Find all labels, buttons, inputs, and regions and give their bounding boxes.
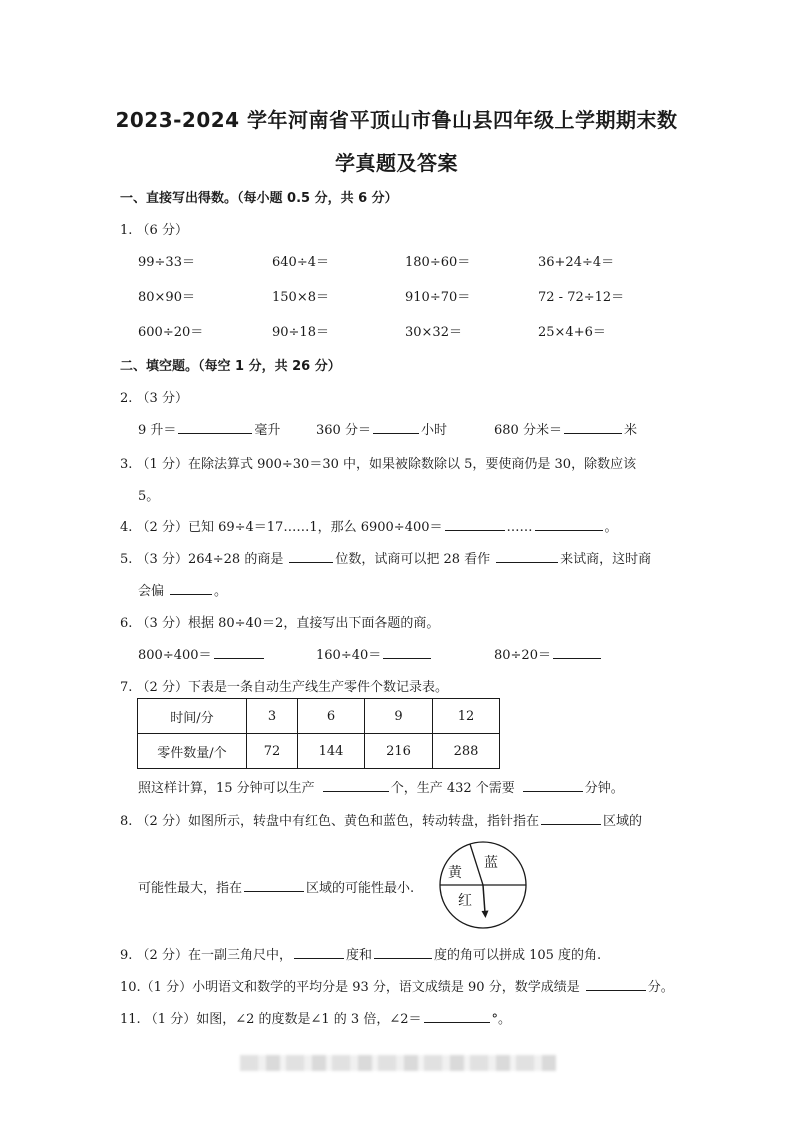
calc-1-4: 36+24÷4＝	[538, 255, 615, 270]
table-cell: 12	[433, 699, 500, 734]
answer-blank[interactable]	[496, 549, 558, 563]
answer-blank[interactable]	[541, 811, 601, 825]
calc-2-4: 72 - 72÷12＝	[538, 290, 625, 305]
q7-after: 照这样计算，15 分钟可以生产 个，生产 432 个需要 分钟。	[138, 777, 624, 796]
table-cell: 288	[433, 734, 500, 769]
calc-2-2: 150×8＝	[272, 290, 329, 305]
calc-1-2: 640÷4＝	[272, 255, 329, 270]
q9: 9. （2 分）在一副三角尺中， 度和 度的角可以拼成 105 度的角.	[120, 944, 601, 963]
q2-b: 360 分＝ 小时	[316, 419, 447, 438]
q2-a: 9 升＝ 毫升	[138, 419, 280, 438]
q5-line2: 会偏 。	[138, 580, 227, 599]
answer-blank[interactable]	[424, 1009, 490, 1023]
calc-3-2: 90÷18＝	[272, 325, 329, 340]
calc-3-3: 30×32＝	[405, 325, 462, 340]
answer-blank[interactable]	[586, 977, 646, 991]
q1-label: 1. （6 分）	[120, 223, 188, 238]
q3-line1: 3. （1 分）在除法算式 900÷30＝30 中，如果被除数除以 5，要使商仍是 30，除数应该	[120, 457, 637, 472]
answer-blank[interactable]	[374, 945, 432, 959]
q5-line1: 5. （3 分）264÷28 的商是 位数，试商可以把 28 看作 来试商，这时商	[120, 548, 651, 567]
answer-blank[interactable]	[323, 778, 389, 792]
q6-b: 160÷40＝	[316, 644, 433, 663]
q2-c: 680 分米＝ 米	[494, 419, 637, 438]
calc-2-3: 910÷70＝	[405, 290, 471, 305]
answer-blank[interactable]	[445, 517, 505, 531]
answer-blank[interactable]	[535, 517, 603, 531]
table-cell: 144	[298, 734, 365, 769]
table-cell: 72	[247, 734, 298, 769]
table-cell: 零件数量/个	[138, 734, 247, 769]
q7-text: 7. （2 分）下表是一条自动生产线生产零件个数记录表。	[120, 680, 448, 695]
q3-line2: 5。	[138, 489, 160, 504]
answer-blank[interactable]	[289, 549, 333, 563]
answer-blank[interactable]	[553, 645, 601, 659]
q2-label: 2. （3 分）	[120, 391, 188, 406]
answer-blank[interactable]	[178, 420, 252, 434]
q6-a: 800÷400＝	[138, 644, 266, 663]
table-cell: 216	[365, 734, 433, 769]
answer-blank[interactable]	[244, 878, 304, 892]
answer-blank[interactable]	[564, 420, 622, 434]
spinner-label-yellow: 黄	[448, 865, 462, 881]
table-cell: 时间/分	[138, 699, 247, 734]
production-record-table	[137, 698, 500, 769]
section1-heading: 一、直接写出得数。（每小题 0.5 分，共 6 分）	[120, 191, 398, 206]
doc-title-line2: 学真题及答案	[335, 151, 458, 175]
calc-2-1: 80×90＝	[138, 290, 195, 305]
answer-blank[interactable]	[373, 420, 419, 434]
table-cell: 6	[298, 699, 365, 734]
calc-3-4: 25×4+6＝	[538, 325, 606, 340]
q4: 4. （2 分）已知 69÷4＝17……1，那么 6900÷400＝ …… 。	[120, 516, 618, 535]
q6-text: 6. （3 分）根据 80÷40＝2，直接写出下面各题的商。	[120, 616, 440, 631]
answer-blank[interactable]	[214, 645, 264, 659]
q10: 10.（1 分）小明语文和数学的平均分是 93 分，语文成绩是 90 分，数学成绩是 分。	[120, 976, 674, 995]
answer-blank[interactable]	[294, 945, 344, 959]
table-row	[138, 734, 500, 769]
section2-heading: 二、填空题。（每空 1 分，共 26 分）	[120, 359, 341, 374]
table-row	[138, 699, 500, 734]
q8-line2: 可能性最大，指在 区域的可能性最小.	[138, 877, 414, 896]
calc-3-1: 600÷20＝	[138, 325, 204, 340]
answer-blank[interactable]	[523, 778, 583, 792]
calc-1-3: 180÷60＝	[405, 255, 471, 270]
spinner-diagram	[436, 840, 530, 932]
answer-blank[interactable]	[170, 581, 212, 595]
table-cell: 9	[365, 699, 433, 734]
q6-c: 80÷20＝	[494, 644, 603, 663]
calc-1-1: 99÷33＝	[138, 255, 195, 270]
pointer-arrow-icon	[482, 911, 489, 919]
spinner-label-blue: 蓝	[484, 855, 498, 871]
table-cell: 3	[247, 699, 298, 734]
doc-title-line1: 2023-2024 学年河南省平顶山市鲁山县四年级上学期期末数	[115, 108, 678, 132]
q11: 11. （1 分）如图，∠2 的度数是∠1 的 3 倍，∠2＝ °。	[120, 1008, 511, 1027]
answer-blank[interactable]	[383, 645, 431, 659]
spinner-label-red: 红	[458, 893, 472, 909]
blurred-footer-watermark	[240, 1055, 556, 1071]
q8-line1: 8. （2 分）如图所示，转盘中有红色、黄色和蓝色，转动转盘，指针指在 区域的	[120, 810, 642, 829]
